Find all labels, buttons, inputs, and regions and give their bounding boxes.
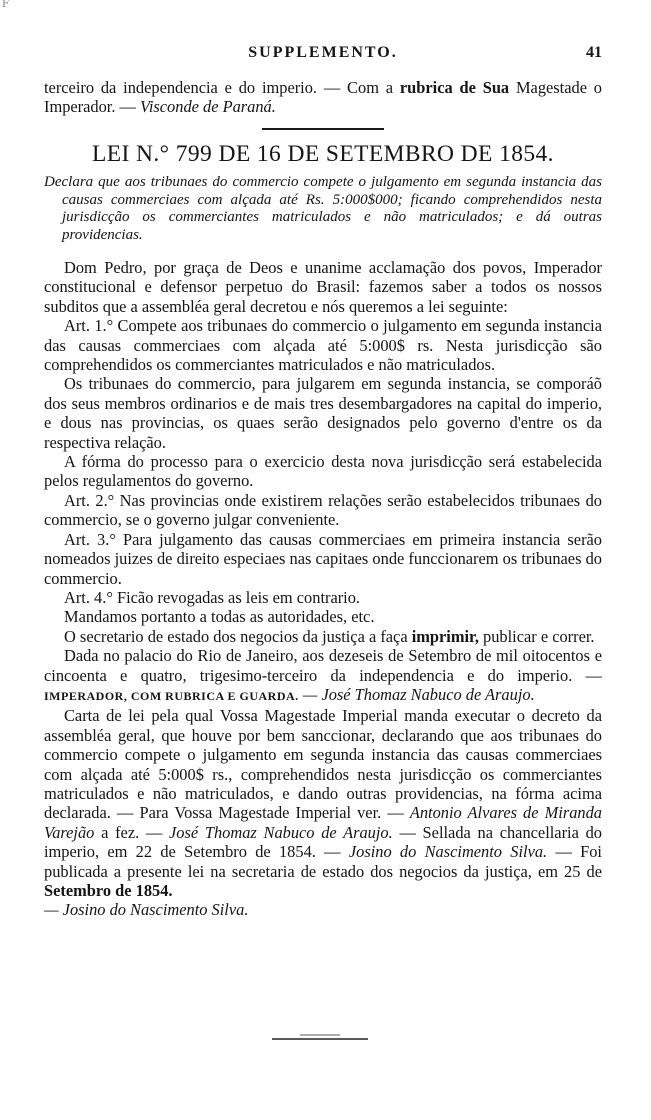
article-4: Art. 4.° Ficão revogadas as leis em contrario.: [64, 587, 361, 607]
dada-clause: [44, 646, 602, 706]
preamble: Dom Pedro, por graça de Deos e unanime acclamação dos povos, Imperador constitucional e defensor perpetuo do Brasil: fazemos saber a todos os nossos subditos que a assembléa geral decretou e nós queremos a lei seguinte:: [44, 258, 602, 316]
law-summary: [44, 174, 602, 244]
mandamos-clause: Mandamos portanto a todas as autoridades, etc.: [64, 607, 375, 627]
previous-law-text-c: Magestade o Imperador. —: [44, 78, 602, 117]
previous-law-text-a: terceiro da independencia e do imperio. — Com a: [44, 78, 400, 97]
secretario-clause: [44, 627, 602, 646]
article-1-paragraph-3: A fórma do processo para o exercicio desta nova jurisdicção será estabelecida pelos regulamentos do governo.: [44, 452, 602, 491]
carta-text-d: — Foi publicada a presente lei na secretaria de estado dos negocios da justiça, em 25 de: [44, 842, 602, 881]
secretario-text-a: O secretario de estado dos negocios da justiça a faça: [64, 626, 412, 646]
article-2: Art. 2.° Nas provincias onde existirem relações serão estabelecidos tribunaes do commercio, se o governo julgar conveniente.: [44, 490, 602, 530]
article-3: Art. 3.° Para julgamento das causas commerciaes em primeira instancia serão nomeados juizes de direito especiaes nas capitaes onde funccionarem os tribunaes do commercio.: [44, 529, 602, 588]
carta-signature-1: Antonio Alvares de Miranda Varejão: [44, 803, 602, 842]
dada-signature-smallcaps: IMPERADOR, COM RUBRICA E GUARDA.: [44, 688, 299, 703]
carta-signature-4: — Josino do Nascimento Silva.: [44, 900, 249, 920]
law-body: [44, 258, 602, 920]
dada-text: Dada no palacio do Rio de Janeiro, aos dezeseis de Setembro de mil oitocentos e cincoenta e quatro, trigesimo-terceiro da independencia e do imperio. —: [44, 646, 602, 685]
section-divider: [262, 128, 384, 130]
law-summary-text: Declara que aos tribunaes do commercio compete o julgamento em segunda instancia das causas commerciaes com alçada até Rs. 5:000$000; ficando comprehendidos nesta jurisdicção os commerciantes matriculados e não matriculados; e dá outras providencias.: [44, 174, 602, 243]
running-header: [44, 44, 602, 64]
secretario-text-c: publicar e correr.: [478, 626, 595, 646]
secretario-text-b: imprimir,: [411, 626, 479, 646]
dada-signature: — José Thomaz Nabuco de Araujo.: [298, 684, 535, 704]
end-ornament: [270, 1030, 370, 1044]
previous-law-ending: [44, 78, 602, 117]
carta-text-a: Carta de lei pela qual Vossa Magestade Imperial manda executar o decreto da assembléa geral, que houve por bem sanccionar, declarando que aos tribunaes do commercio compete o julgamento em segunda instancia das causas commerciaes com alçada até 5:000$ rs., comprehendidos nesta jurisdicção os commerciantes matriculados e não matriculados, e dando outras providencias, na fórma acima declarada. — Para Vossa Magestade Imperial ver. —: [44, 706, 602, 823]
carta-signature-2: José Thomaz Nabuco de Araujo.: [169, 822, 393, 842]
page-number: 41: [586, 44, 602, 61]
carta-text-c: — Sellada na chancellaria do imperio, em 22 de Setembro de 1854. —: [44, 822, 602, 862]
edge-mark: F: [2, 0, 9, 10]
running-title: SUPPLEMENTO.: [248, 44, 398, 61]
carta-text-e: Setembro de 1854.: [44, 881, 173, 900]
previous-law-text-b: rubrica de Sua: [399, 78, 510, 97]
previous-law-signature: Visconde de Paraná.: [140, 97, 276, 117]
law-title: LEI N.° 799 DE 16 DE SETEMBRO DE 1854.: [92, 141, 554, 167]
carta-text-b: a fez. —: [94, 822, 170, 842]
carta-signature-3: Josino do Nascimento Silva.: [348, 842, 548, 862]
article-1: Art. 1.° Compete aos tribunaes do commercio o julgamento em segunda instancia das causas commerciaes com alçada até 5:000$ rs. Nesta jurisdicção são comprehendidos os commerciantes matriculados e não matriculados.: [44, 316, 602, 375]
article-1-paragraph-2: Os tribunaes do commercio, para julgarem em segunda instancia, se comporáõ dos seus membros ordinarios e de mais tres desembargadores na capital do imperio, e dous nas provincias, os quaes serão designados pelo governo d'entre os da respectiva relação.: [44, 374, 602, 452]
carta-de-lei: [44, 706, 602, 900]
